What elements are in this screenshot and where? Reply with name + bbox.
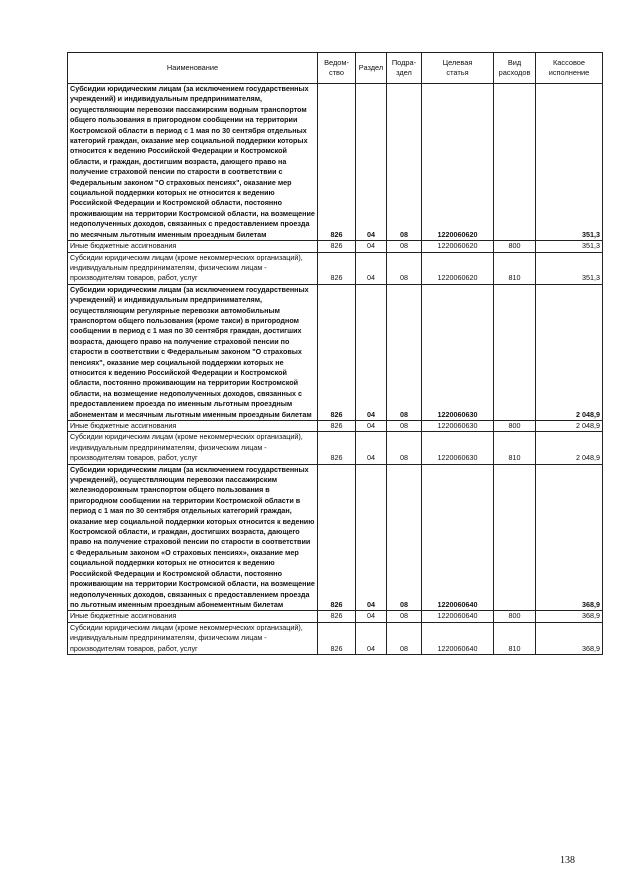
row-section-code: 04 bbox=[356, 622, 387, 654]
header-section: Раздел bbox=[356, 53, 387, 84]
row-target-item-code: 1220060630 bbox=[422, 284, 494, 420]
row-target-item-code: 1220060640 bbox=[422, 622, 494, 654]
table-header-row bbox=[68, 53, 603, 84]
row-subsection-code: 08 bbox=[387, 84, 422, 241]
row-expense-type-code: 810 bbox=[494, 252, 536, 284]
row-department-code: 826 bbox=[318, 421, 356, 432]
header-cash-execution: Кассовое исполнение bbox=[536, 53, 603, 84]
row-name: Субсидии юридическим лицам (за исключением государственных учреждений), осуществляющим перевозки пассажирским железнодорожным транспортом общего пользования в пригородном сообщении на территории Костромской области в период с 1 мая по 30 сентября отдельных категорий граждан, оказание мер социальной поддержки которых относится к ведению Костромской области, и граждан, достигших возраста, дающего право на получение страховой пенсии по старости в соответствии с Федеральным законом «О страховых пенсиях», оказание мер социальной поддержки которых не относится к ведению Российской Федерации и Костромской области, постоянно проживающим на территории Костромской области, на возмещение недополученных доходов, связанных с предоставлением проезда по льготным именным проездным абонементным билетам bbox=[68, 464, 318, 611]
row-name: Иные бюджетные ассигнования bbox=[68, 611, 318, 622]
row-name: Иные бюджетные ассигнования bbox=[68, 421, 318, 432]
header-target-item: Целевая статья bbox=[422, 53, 494, 84]
row-cash-execution: 351,3 bbox=[536, 252, 603, 284]
row-section-code: 04 bbox=[356, 421, 387, 432]
row-section-code: 04 bbox=[356, 432, 387, 464]
row-name: Субсидии юридическим лицам (кроме некоммерческих организаций), индивидуальным предпринимателям, физическим лицам - производителям товаров, работ, услуг bbox=[68, 432, 318, 464]
row-department-code: 826 bbox=[318, 464, 356, 611]
row-department-code: 826 bbox=[318, 432, 356, 464]
row-target-item-code: 1220060630 bbox=[422, 421, 494, 432]
row-expense-type-code: 800 bbox=[494, 241, 536, 252]
row-subsection-code: 08 bbox=[387, 464, 422, 611]
row-cash-execution: 368,9 bbox=[536, 611, 603, 622]
row-subsection-code: 08 bbox=[387, 611, 422, 622]
row-subsection-code: 08 bbox=[387, 421, 422, 432]
budget-execution-table bbox=[67, 52, 603, 655]
row-cash-execution: 368,9 bbox=[536, 464, 603, 611]
row-name: Иные бюджетные ассигнования bbox=[68, 241, 318, 252]
table-row bbox=[68, 284, 603, 420]
row-target-item-code: 1220060620 bbox=[422, 84, 494, 241]
row-expense-type-code: 800 bbox=[494, 611, 536, 622]
row-cash-execution: 2 048,9 bbox=[536, 421, 603, 432]
row-expense-type-code: 810 bbox=[494, 622, 536, 654]
table-row bbox=[68, 84, 603, 241]
row-subsection-code: 08 bbox=[387, 432, 422, 464]
row-cash-execution: 368,9 bbox=[536, 622, 603, 654]
row-cash-execution: 351,3 bbox=[536, 84, 603, 241]
page-number: 138 bbox=[560, 855, 575, 866]
table-row bbox=[68, 622, 603, 654]
row-target-item-code: 1220060630 bbox=[422, 432, 494, 464]
row-section-code: 04 bbox=[356, 284, 387, 420]
row-subsection-code: 08 bbox=[387, 252, 422, 284]
header-expense-type: Вид расходов bbox=[494, 53, 536, 84]
row-section-code: 04 bbox=[356, 464, 387, 611]
row-target-item-code: 1220060640 bbox=[422, 464, 494, 611]
row-section-code: 04 bbox=[356, 241, 387, 252]
row-name: Субсидии юридическим лицам (кроме некоммерческих организаций), индивидуальным предпринимателям, физическим лицам - производителям товаров, работ, услуг bbox=[68, 622, 318, 654]
row-department-code: 826 bbox=[318, 252, 356, 284]
row-expense-type-code: 800 bbox=[494, 421, 536, 432]
row-target-item-code: 1220060620 bbox=[422, 252, 494, 284]
row-expense-type-code: 810 bbox=[494, 432, 536, 464]
row-department-code: 826 bbox=[318, 622, 356, 654]
row-cash-execution: 351,3 bbox=[536, 241, 603, 252]
table-row bbox=[68, 432, 603, 464]
table-row bbox=[68, 464, 603, 611]
row-section-code: 04 bbox=[356, 252, 387, 284]
row-expense-type-code bbox=[494, 464, 536, 611]
row-subsection-code: 08 bbox=[387, 622, 422, 654]
table-row bbox=[68, 252, 603, 284]
header-subsection: Подра- здел bbox=[387, 53, 422, 84]
row-name: Субсидии юридическим лицам (кроме некоммерческих организаций), индивидуальным предпринимателям, физическим лицам - производителям товаров, работ, услуг bbox=[68, 252, 318, 284]
table-row bbox=[68, 421, 603, 432]
row-name: Субсидии юридическим лицам (за исключением государственных учреждений) и индивидуальным предпринимателям, осуществляющим регулярные перевозки автомобильным транспортом общего пользования (кроме такси) в пригородном сообщении в период с 1 мая по 30 сентября граждан, достигших возраста, дающего право на получение страховой пенсии по старости в соответствии с Федеральным законом "О страховых пенсиях", оказание мер социальной поддержки которых не относится к ведению Российской Федерации и Костромской области, постоянно проживающим на территории Костромской области, на возмещение недополученных доходов, связанных с предоставлением проезда по именным льготным проездным абонементам и месячным льготным именным проездным билетам bbox=[68, 284, 318, 420]
row-subsection-code: 08 bbox=[387, 241, 422, 252]
table-body bbox=[68, 84, 603, 655]
header-name: Наименование bbox=[68, 53, 318, 84]
row-subsection-code: 08 bbox=[387, 284, 422, 420]
row-department-code: 826 bbox=[318, 284, 356, 420]
row-department-code: 826 bbox=[318, 611, 356, 622]
row-expense-type-code bbox=[494, 84, 536, 241]
row-section-code: 04 bbox=[356, 611, 387, 622]
row-target-item-code: 1220060620 bbox=[422, 241, 494, 252]
row-department-code: 826 bbox=[318, 241, 356, 252]
row-cash-execution: 2 048,9 bbox=[536, 284, 603, 420]
row-name: Субсидии юридическим лицам (за исключением государственных учреждений) и индивидуальным предпринимателям, осуществляющим перевозки пассажирским водным транспортом общего пользования в пригородном сообщении на территории Костромской области в период с 1 мая по 30 сентября отдельных категорий граждан, оказание мер социальной поддержки которых относится к ведению Российской Федерации и Костромской области, и граждан, достигшим возраста, дающего право на получение страховой пенсии по старости в соответствии с Федеральным законом "О страховых пенсиях", оказание мер социальной поддержки которых не относится к ведению Российской Федерации и Костромской области, постоянно проживающим на территории Костромской области, на возмещение недополученных доходов, связанных с предоставлением проезда по месячным льготным именным проездным билетам bbox=[68, 84, 318, 241]
row-target-item-code: 1220060640 bbox=[422, 611, 494, 622]
row-cash-execution: 2 048,9 bbox=[536, 432, 603, 464]
table-row bbox=[68, 611, 603, 622]
header-department: Ведом- ство bbox=[318, 53, 356, 84]
row-department-code: 826 bbox=[318, 84, 356, 241]
table-row bbox=[68, 241, 603, 252]
row-section-code: 04 bbox=[356, 84, 387, 241]
row-expense-type-code bbox=[494, 284, 536, 420]
